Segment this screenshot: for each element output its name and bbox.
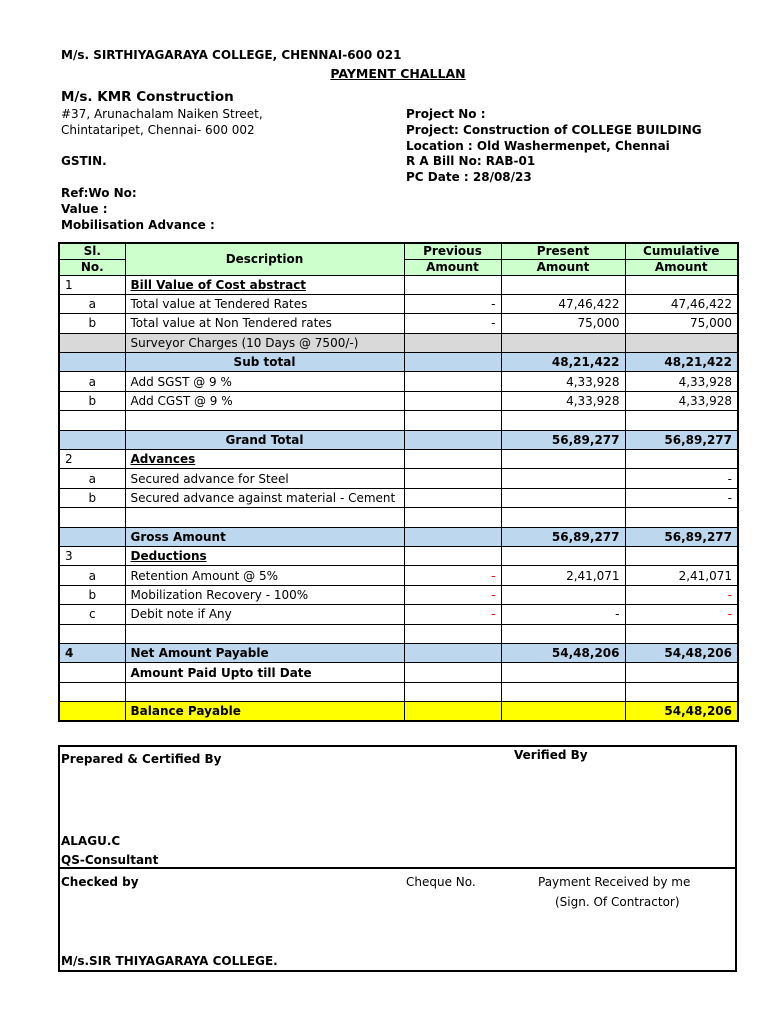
row-previous: - [404, 566, 501, 585]
table-row [59, 585, 738, 604]
college-sign-label: M/s.SIR THIYAGARAYA COLLEGE. [61, 954, 278, 968]
row-previous [404, 702, 501, 721]
row-previous [404, 624, 501, 643]
row-description: Gross Amount [125, 527, 404, 546]
value-label: Value : [61, 202, 108, 216]
row-previous: - [404, 294, 501, 313]
table-row-empty [59, 624, 738, 643]
row-cumulative [625, 411, 738, 430]
row-description [125, 624, 404, 643]
row-present: 54,48,206 [501, 643, 625, 662]
table-row-gross-amount [59, 527, 738, 546]
row-description: Bill Value of Cost abstract [125, 275, 404, 294]
row-previous [404, 643, 501, 662]
college-name: M/s. SIRTHIYAGARAYA COLLEGE, CHENNAI-600 021 [61, 48, 402, 62]
row-cumulative: 47,46,422 [625, 294, 738, 313]
row-description: Surveyor Charges (10 Days @ 7500/-) [125, 333, 404, 352]
prepared-label: Prepared & Certified By [61, 752, 222, 766]
row-sl: a [59, 294, 125, 313]
row-present: - [501, 605, 625, 624]
row-cumulative: - [625, 488, 738, 507]
header-present-amount: Amount [501, 259, 625, 275]
row-present: 47,46,422 [501, 294, 625, 313]
table-row-net-amount [59, 643, 738, 662]
table-row-surveyor [59, 333, 738, 352]
header-description: Description [125, 243, 404, 275]
project-name: Project: Construction of COLLEGE BUILDING [406, 123, 702, 137]
row-cumulative: 54,48,206 [625, 702, 738, 721]
row-present [501, 275, 625, 294]
row-sl: 1 [59, 275, 125, 294]
row-cumulative: - [625, 469, 738, 488]
row-previous: - [404, 605, 501, 624]
row-description: Secured advance for Steel [125, 469, 404, 488]
pc-date: PC Date : 28/08/23 [406, 170, 532, 184]
table-row [59, 566, 738, 585]
header-sl: Sl. [59, 243, 125, 259]
verified-label: Verified By [514, 748, 588, 762]
table-row [59, 294, 738, 313]
row-cumulative [625, 663, 738, 682]
row-cumulative: 75,000 [625, 314, 738, 333]
row-sl: c [59, 605, 125, 624]
row-present [501, 585, 625, 604]
row-present [501, 546, 625, 565]
row-cumulative [625, 450, 738, 469]
table-row [59, 469, 738, 488]
bill-table [58, 242, 739, 722]
cheque-no-label: Cheque No. [406, 875, 476, 889]
row-description: Add CGST @ 9 % [125, 391, 404, 410]
row-present: 2,41,071 [501, 566, 625, 585]
ref-wo-label: Ref:Wo No: [61, 186, 137, 200]
row-present [501, 624, 625, 643]
row-sl: b [59, 391, 125, 410]
row-present [501, 411, 625, 430]
row-previous [404, 411, 501, 430]
table-row-balance-payable [59, 702, 738, 721]
table-row [59, 372, 738, 391]
row-present [501, 488, 625, 507]
payment-received-label: Payment Received by me [538, 875, 691, 889]
mobilisation-label: Mobilisation Advance : [61, 218, 215, 232]
row-present: 75,000 [501, 314, 625, 333]
table-row-grand-total [59, 430, 738, 449]
checked-label: Checked by [61, 875, 139, 889]
project-no: Project No : [406, 107, 486, 121]
row-sl: b [59, 314, 125, 333]
row-cumulative: - [625, 605, 738, 624]
row-sl [59, 702, 125, 721]
row-previous [404, 469, 501, 488]
table-row-empty [59, 682, 738, 701]
row-previous [404, 682, 501, 701]
page-title: PAYMENT CHALLAN [330, 66, 466, 81]
table-row [59, 663, 738, 682]
row-description [125, 682, 404, 701]
row-previous: - [404, 314, 501, 333]
row-previous [404, 430, 501, 449]
row-cumulative: 56,89,277 [625, 527, 738, 546]
row-previous [404, 508, 501, 527]
row-description: Total value at Non Tendered rates [125, 314, 404, 333]
row-present: 4,33,928 [501, 391, 625, 410]
row-sl: b [59, 488, 125, 507]
header-present: Present [501, 243, 625, 259]
row-cumulative [625, 682, 738, 701]
row-description: Retention Amount @ 5% [125, 566, 404, 585]
row-previous: - [404, 585, 501, 604]
sign-contractor-label: (Sign. Of Contractor) [555, 895, 680, 909]
row-present [501, 663, 625, 682]
row-cumulative: 56,89,277 [625, 430, 738, 449]
row-description: Mobilization Recovery - 100% [125, 585, 404, 604]
table-row [59, 275, 738, 294]
row-description [125, 508, 404, 527]
row-description: Advances [125, 450, 404, 469]
row-cumulative [625, 508, 738, 527]
contractor-name: M/s. KMR Construction [61, 89, 234, 105]
consultant-role: QS-Consultant [61, 853, 159, 867]
table-row [59, 546, 738, 565]
row-sl: 3 [59, 546, 125, 565]
row-sl [59, 682, 125, 701]
certification-box [58, 745, 737, 869]
row-description: Sub total [125, 353, 404, 372]
row-present [501, 469, 625, 488]
row-previous [404, 527, 501, 546]
row-cumulative: 4,33,928 [625, 391, 738, 410]
row-present [501, 450, 625, 469]
row-present: 48,21,422 [501, 353, 625, 372]
row-cumulative: 4,33,928 [625, 372, 738, 391]
row-cumulative: 2,41,071 [625, 566, 738, 585]
row-sl [59, 527, 125, 546]
row-sl [59, 411, 125, 430]
row-present [501, 333, 625, 352]
row-cumulative: 48,21,422 [625, 353, 738, 372]
row-description: Grand Total [125, 430, 404, 449]
row-description: Total value at Tendered Rates [125, 294, 404, 313]
row-description: Amount Paid Upto till Date [125, 663, 404, 682]
row-sl [59, 333, 125, 352]
consultant-name: ALAGU.C [61, 834, 121, 848]
row-description: Add SGST @ 9 % [125, 372, 404, 391]
row-sl [59, 430, 125, 449]
row-present: 4,33,928 [501, 372, 625, 391]
row-previous [404, 546, 501, 565]
table-row-empty [59, 411, 738, 430]
row-previous [404, 275, 501, 294]
header-no: No. [59, 259, 125, 275]
ra-bill-no: R A Bill No: RAB-01 [406, 154, 536, 168]
header-previous: Previous [404, 243, 501, 259]
row-sl [59, 663, 125, 682]
row-previous [404, 333, 501, 352]
row-sl [59, 624, 125, 643]
row-cumulative [625, 624, 738, 643]
row-sl: a [59, 469, 125, 488]
row-description: Deductions [125, 546, 404, 565]
row-sl: 2 [59, 450, 125, 469]
table-row [59, 605, 738, 624]
row-present: 56,89,277 [501, 430, 625, 449]
row-description: Balance Payable [125, 702, 404, 721]
row-previous [404, 353, 501, 372]
row-description: Net Amount Payable [125, 643, 404, 662]
header-cumulative: Cumulative [625, 243, 738, 259]
row-cumulative: - [625, 585, 738, 604]
row-previous [404, 372, 501, 391]
row-description: Debit note if Any [125, 605, 404, 624]
table-header-row1 [59, 243, 738, 259]
row-description: Secured advance against material - Cement [125, 488, 404, 507]
gstin-label: GSTIN. [61, 154, 107, 168]
row-sl: a [59, 372, 125, 391]
address-line2: Chintataripet, Chennai- 600 002 [61, 123, 255, 137]
row-sl: b [59, 585, 125, 604]
row-sl [59, 353, 125, 372]
row-cumulative [625, 333, 738, 352]
table-row [59, 450, 738, 469]
table-row [59, 488, 738, 507]
row-previous [404, 450, 501, 469]
checking-box [58, 867, 737, 972]
row-cumulative [625, 275, 738, 294]
table-row [59, 314, 738, 333]
row-sl: a [59, 566, 125, 585]
project-location: Location : Old Washermenpet, Chennai [406, 139, 670, 153]
row-previous [404, 391, 501, 410]
row-previous [404, 663, 501, 682]
row-cumulative [625, 546, 738, 565]
row-sl [59, 508, 125, 527]
table-row [59, 391, 738, 410]
row-present [501, 682, 625, 701]
row-cumulative: 54,48,206 [625, 643, 738, 662]
header-previous-amount: Amount [404, 259, 501, 275]
row-previous [404, 488, 501, 507]
row-present: 56,89,277 [501, 527, 625, 546]
row-present [501, 508, 625, 527]
row-sl: 4 [59, 643, 125, 662]
address-line1: #37, Arunachalam Naiken Street, [61, 107, 263, 121]
row-description [125, 411, 404, 430]
table-row-subtotal [59, 353, 738, 372]
header-cumulative-amount: Amount [625, 259, 738, 275]
table-row-empty [59, 508, 738, 527]
row-present [501, 702, 625, 721]
